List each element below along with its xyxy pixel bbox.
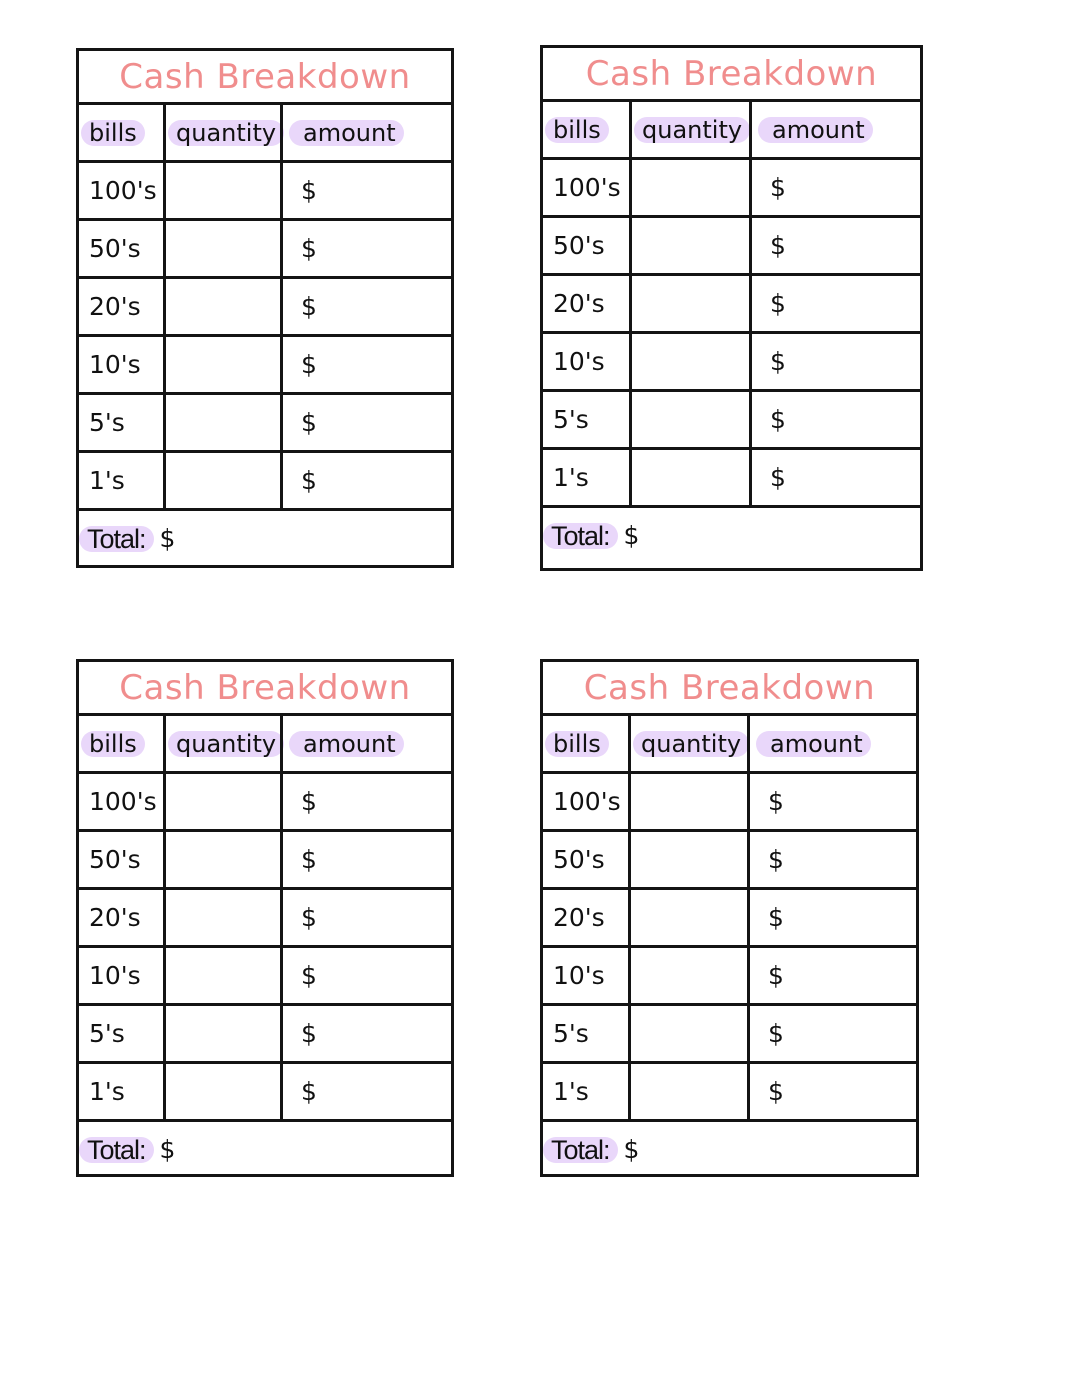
bill-label: 1's bbox=[553, 1077, 589, 1106]
cash-card-1 bbox=[76, 48, 454, 568]
bill-label: 50's bbox=[553, 231, 605, 260]
amount-cell[interactable] bbox=[747, 1064, 916, 1119]
cash-card-4 bbox=[540, 659, 919, 1177]
quantity-cell[interactable] bbox=[163, 453, 280, 508]
quantity-cell[interactable] bbox=[629, 392, 749, 447]
quantity-cell[interactable] bbox=[629, 276, 749, 331]
header-amount bbox=[280, 105, 451, 160]
dollar-sign: $ bbox=[301, 845, 317, 874]
amount-cell[interactable] bbox=[280, 948, 451, 1003]
amount-cell[interactable] bbox=[749, 160, 920, 215]
dollar-sign: $ bbox=[768, 1019, 784, 1048]
bill-label: 5's bbox=[553, 405, 589, 434]
bill-label: 20's bbox=[89, 292, 141, 321]
dollar-sign: $ bbox=[770, 231, 786, 260]
quantity-cell[interactable] bbox=[628, 890, 747, 945]
header-amount-label: amount bbox=[756, 731, 871, 757]
table-header bbox=[79, 105, 451, 163]
header-bills bbox=[79, 716, 163, 771]
bill-label: 5's bbox=[89, 1019, 125, 1048]
bill-label: 100's bbox=[89, 176, 157, 205]
header-bills-label: bills bbox=[81, 120, 145, 146]
table-row bbox=[543, 276, 920, 334]
card-title: Cash Breakdown bbox=[79, 662, 451, 716]
bill-label: 10's bbox=[553, 961, 605, 990]
amount-cell[interactable] bbox=[280, 453, 451, 508]
quantity-cell[interactable] bbox=[163, 832, 280, 887]
total-label: Total: bbox=[543, 1137, 618, 1163]
amount-cell[interactable] bbox=[280, 279, 451, 334]
quantity-cell[interactable] bbox=[163, 948, 280, 1003]
cash-card-2 bbox=[540, 45, 923, 571]
table-row bbox=[543, 774, 916, 832]
amount-cell[interactable] bbox=[749, 392, 920, 447]
bill-label: 100's bbox=[553, 173, 621, 202]
table-row bbox=[543, 392, 920, 450]
dollar-sign: $ bbox=[301, 1077, 317, 1106]
dollar-sign: $ bbox=[301, 1019, 317, 1048]
dollar-sign: $ bbox=[623, 1135, 640, 1164]
amount-cell[interactable] bbox=[280, 1064, 451, 1119]
table-row bbox=[79, 832, 451, 890]
header-quantity bbox=[629, 102, 749, 157]
amount-cell[interactable] bbox=[749, 276, 920, 331]
table-row bbox=[79, 279, 451, 337]
bill-label: 1's bbox=[89, 466, 125, 495]
bill-label: 50's bbox=[553, 845, 605, 874]
table-row bbox=[79, 1006, 451, 1064]
total-label: Total: bbox=[79, 526, 154, 552]
bill-label: 10's bbox=[89, 350, 141, 379]
dollar-sign: $ bbox=[301, 903, 317, 932]
total-label: Total: bbox=[79, 1137, 154, 1163]
dollar-sign: $ bbox=[301, 292, 317, 321]
table-row bbox=[79, 774, 451, 832]
dollar-sign: $ bbox=[768, 787, 784, 816]
quantity-cell[interactable] bbox=[628, 1064, 747, 1119]
quantity-cell[interactable] bbox=[628, 948, 747, 1003]
quantity-cell[interactable] bbox=[163, 890, 280, 945]
dollar-sign: $ bbox=[301, 176, 317, 205]
amount-cell[interactable] bbox=[749, 450, 920, 505]
table-row bbox=[543, 832, 916, 890]
amount-cell[interactable] bbox=[749, 218, 920, 273]
header-bills-label: bills bbox=[81, 731, 145, 757]
quantity-cell[interactable] bbox=[163, 337, 280, 392]
dollar-sign: $ bbox=[770, 173, 786, 202]
amount-cell[interactable] bbox=[280, 1006, 451, 1061]
header-amount-label: amount bbox=[289, 731, 404, 757]
amount-cell[interactable] bbox=[280, 774, 451, 829]
table-row bbox=[79, 453, 451, 511]
header-amount bbox=[747, 716, 916, 771]
total-row[interactable] bbox=[79, 511, 451, 566]
dollar-sign: $ bbox=[159, 524, 176, 553]
amount-cell[interactable] bbox=[280, 163, 451, 218]
table-row bbox=[543, 948, 916, 1006]
table-row bbox=[79, 890, 451, 948]
bill-label: 1's bbox=[553, 463, 589, 492]
dollar-sign: $ bbox=[159, 1135, 176, 1164]
quantity-cell[interactable] bbox=[628, 832, 747, 887]
total-label: Total: bbox=[543, 523, 618, 549]
table-row bbox=[79, 948, 451, 1006]
header-quantity-label: quantity bbox=[633, 731, 749, 757]
header-quantity-label: quantity bbox=[168, 731, 284, 757]
dollar-sign: $ bbox=[301, 350, 317, 379]
table-row bbox=[79, 1064, 451, 1122]
table-row bbox=[543, 218, 920, 276]
dollar-sign: $ bbox=[770, 289, 786, 318]
table-header bbox=[543, 716, 916, 774]
quantity-cell[interactable] bbox=[163, 221, 280, 276]
bill-label: 5's bbox=[553, 1019, 589, 1048]
dollar-sign: $ bbox=[301, 961, 317, 990]
header-amount-label: amount bbox=[289, 120, 404, 146]
amount-cell[interactable] bbox=[747, 774, 916, 829]
card-title: Cash Breakdown bbox=[543, 662, 916, 716]
header-quantity-label: quantity bbox=[634, 117, 750, 143]
quantity-cell[interactable] bbox=[628, 1006, 747, 1061]
card-title: Cash Breakdown bbox=[79, 51, 451, 105]
header-quantity bbox=[163, 105, 280, 160]
header-quantity-label: quantity bbox=[168, 120, 284, 146]
quantity-cell[interactable] bbox=[629, 334, 749, 389]
quantity-cell[interactable] bbox=[163, 279, 280, 334]
quantity-cell[interactable] bbox=[163, 163, 280, 218]
header-amount-label: amount bbox=[758, 117, 873, 143]
bill-label: 10's bbox=[89, 961, 141, 990]
dollar-sign: $ bbox=[770, 405, 786, 434]
dollar-sign: $ bbox=[768, 903, 784, 932]
bill-label: 5's bbox=[89, 408, 125, 437]
bill-label: 50's bbox=[89, 845, 141, 874]
dollar-sign: $ bbox=[768, 1077, 784, 1106]
table-row bbox=[543, 1006, 916, 1064]
bill-label: 20's bbox=[553, 289, 605, 318]
amount-cell[interactable] bbox=[280, 395, 451, 450]
bill-label: 100's bbox=[89, 787, 157, 816]
header-amount bbox=[280, 716, 451, 771]
table-row bbox=[543, 1064, 916, 1122]
header-quantity bbox=[163, 716, 280, 771]
header-quantity bbox=[628, 716, 747, 771]
total-row[interactable] bbox=[79, 1122, 451, 1177]
dollar-sign: $ bbox=[301, 466, 317, 495]
header-bills-label: bills bbox=[545, 731, 609, 757]
dollar-sign: $ bbox=[768, 961, 784, 990]
dollar-sign: $ bbox=[301, 234, 317, 263]
quantity-cell[interactable] bbox=[163, 395, 280, 450]
amount-cell[interactable] bbox=[280, 221, 451, 276]
table-row bbox=[543, 160, 920, 218]
total-row[interactable] bbox=[543, 1122, 916, 1177]
amount-cell[interactable] bbox=[747, 832, 916, 887]
quantity-cell[interactable] bbox=[629, 160, 749, 215]
quantity-cell[interactable] bbox=[629, 450, 749, 505]
quantity-cell[interactable] bbox=[628, 774, 747, 829]
quantity-cell[interactable] bbox=[163, 1064, 280, 1119]
dollar-sign: $ bbox=[301, 408, 317, 437]
amount-cell[interactable] bbox=[280, 832, 451, 887]
dollar-sign: $ bbox=[301, 787, 317, 816]
bill-label: 100's bbox=[553, 787, 621, 816]
dollar-sign: $ bbox=[770, 463, 786, 492]
cash-card-3 bbox=[76, 659, 454, 1177]
table-row bbox=[79, 163, 451, 221]
dollar-sign: $ bbox=[623, 521, 640, 550]
table-row bbox=[79, 395, 451, 453]
table-header bbox=[543, 102, 920, 160]
amount-cell[interactable] bbox=[747, 948, 916, 1003]
dollar-sign: $ bbox=[768, 845, 784, 874]
total-row[interactable] bbox=[543, 508, 920, 563]
bill-label: 10's bbox=[553, 347, 605, 376]
dollar-sign: $ bbox=[770, 347, 786, 376]
header-bills bbox=[543, 102, 629, 157]
quantity-cell[interactable] bbox=[163, 774, 280, 829]
bill-label: 50's bbox=[89, 234, 141, 263]
bill-label: 20's bbox=[553, 903, 605, 932]
table-row bbox=[543, 890, 916, 948]
table-row bbox=[79, 337, 451, 395]
bill-label: 20's bbox=[89, 903, 141, 932]
header-amount bbox=[749, 102, 920, 157]
quantity-cell[interactable] bbox=[629, 218, 749, 273]
bill-label: 1's bbox=[89, 1077, 125, 1106]
table-row bbox=[79, 221, 451, 279]
amount-cell[interactable] bbox=[747, 1006, 916, 1061]
header-bills bbox=[79, 105, 163, 160]
header-bills bbox=[543, 716, 628, 771]
amount-cell[interactable] bbox=[280, 337, 451, 392]
amount-cell[interactable] bbox=[749, 334, 920, 389]
quantity-cell[interactable] bbox=[163, 1006, 280, 1061]
table-header bbox=[79, 716, 451, 774]
card-title: Cash Breakdown bbox=[543, 48, 920, 102]
amount-cell[interactable] bbox=[280, 890, 451, 945]
table-row bbox=[543, 450, 920, 508]
header-bills-label: bills bbox=[545, 117, 609, 143]
table-row bbox=[543, 334, 920, 392]
amount-cell[interactable] bbox=[747, 890, 916, 945]
